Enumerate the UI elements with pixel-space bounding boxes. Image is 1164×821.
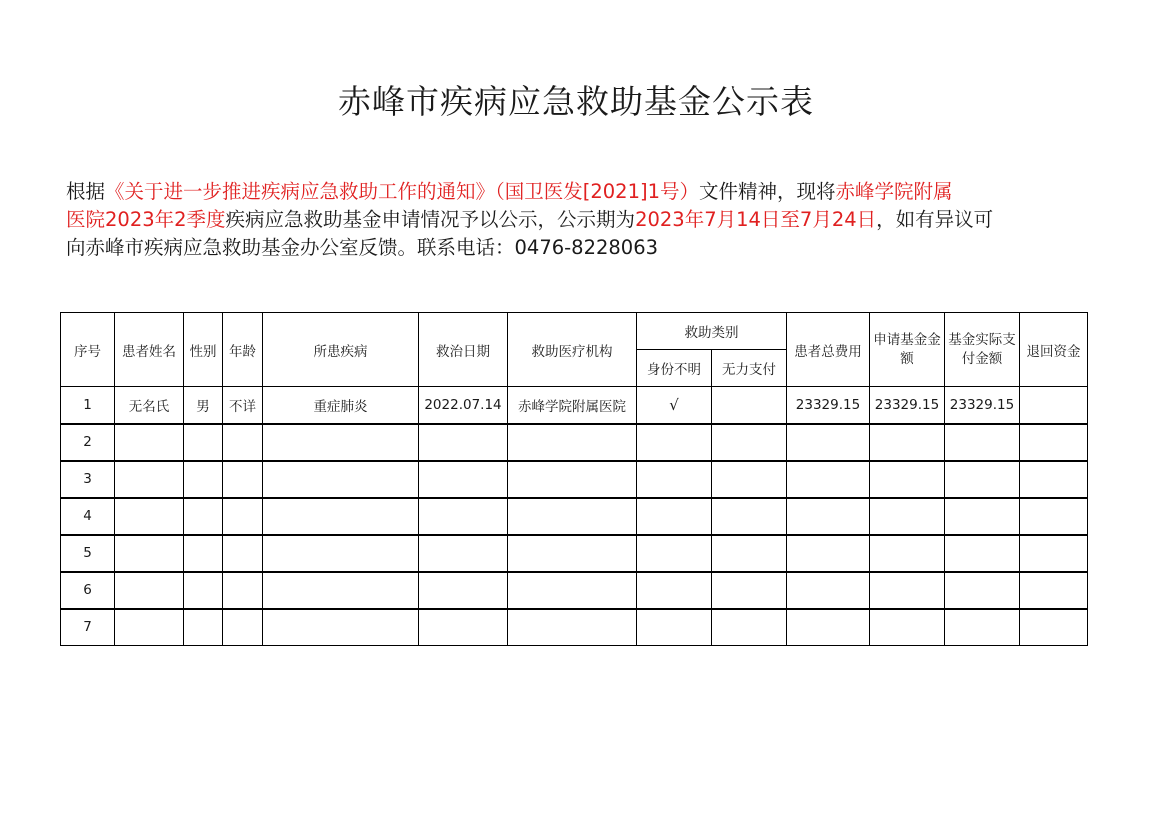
cell-disease bbox=[263, 535, 419, 572]
cell-institution bbox=[508, 535, 637, 572]
cell-date bbox=[419, 461, 508, 498]
cell-name bbox=[115, 609, 184, 646]
cell-actual-amount bbox=[945, 424, 1020, 461]
cell-total-cost bbox=[787, 535, 870, 572]
cell-cat-unable bbox=[712, 535, 787, 572]
cell-name: 无名氏 bbox=[115, 387, 184, 424]
cell-refund bbox=[1020, 572, 1088, 609]
cell-apply-amount bbox=[870, 535, 945, 572]
cell-refund bbox=[1020, 461, 1088, 498]
cell-disease bbox=[263, 498, 419, 535]
cell-gender bbox=[184, 498, 223, 535]
notice-text: ，如有异议可 bbox=[876, 208, 994, 231]
cell-institution bbox=[508, 572, 637, 609]
cell-age bbox=[223, 424, 263, 461]
cell-cat-unable bbox=[712, 461, 787, 498]
header-name: 患者姓名 bbox=[115, 313, 184, 387]
cell-cat-unknown bbox=[637, 498, 712, 535]
cell-age bbox=[223, 609, 263, 646]
cell-cat-unable bbox=[712, 609, 787, 646]
cell-actual-amount bbox=[945, 572, 1020, 609]
cell-seq: 5 bbox=[61, 535, 115, 572]
header-category-unable-to-pay: 无力支付 bbox=[712, 350, 787, 387]
cell-cat-unknown: √ bbox=[637, 387, 712, 424]
cell-date bbox=[419, 572, 508, 609]
header-institution: 救助医疗机构 bbox=[508, 313, 637, 387]
cell-gender: 男 bbox=[184, 387, 223, 424]
header-actual-amount: 基金实际支付金额 bbox=[945, 313, 1020, 387]
notice-hospital: 医院2023年2季度 bbox=[66, 208, 226, 231]
cell-apply-amount bbox=[870, 461, 945, 498]
header-category: 救助类别 bbox=[637, 313, 787, 350]
table-row bbox=[61, 572, 1088, 609]
cell-apply-amount bbox=[870, 609, 945, 646]
cell-seq: 3 bbox=[61, 461, 115, 498]
cell-refund bbox=[1020, 498, 1088, 535]
notice-text: 根据 bbox=[66, 180, 106, 203]
cell-cat-unknown bbox=[637, 461, 712, 498]
cell-name bbox=[115, 572, 184, 609]
cell-name bbox=[115, 498, 184, 535]
cell-total-cost bbox=[787, 498, 870, 535]
header-apply-amount: 申请基金金额 bbox=[870, 313, 945, 387]
cell-apply-amount bbox=[870, 572, 945, 609]
cell-institution: 赤峰学院附属医院 bbox=[508, 387, 637, 424]
cell-date: 2022.07.14 bbox=[419, 387, 508, 424]
cell-cat-unknown bbox=[637, 535, 712, 572]
cell-date bbox=[419, 535, 508, 572]
cell-refund bbox=[1020, 387, 1088, 424]
cell-cat-unable bbox=[712, 572, 787, 609]
fund-table bbox=[60, 312, 1088, 646]
cell-actual-amount: 23329.15 bbox=[945, 387, 1020, 424]
notice-hospital: 赤峰学院附属 bbox=[835, 180, 953, 203]
cell-gender bbox=[184, 609, 223, 646]
cell-institution bbox=[508, 424, 637, 461]
cell-refund bbox=[1020, 424, 1088, 461]
cell-institution bbox=[508, 461, 637, 498]
cell-total-cost bbox=[787, 609, 870, 646]
cell-name bbox=[115, 424, 184, 461]
cell-actual-amount bbox=[945, 609, 1020, 646]
cell-cat-unknown bbox=[637, 424, 712, 461]
header-date: 救治日期 bbox=[419, 313, 508, 387]
cell-gender bbox=[184, 572, 223, 609]
cell-gender bbox=[184, 461, 223, 498]
header-category-unknown-identity: 身份不明 bbox=[637, 350, 712, 387]
table-row bbox=[61, 535, 1088, 572]
cell-age bbox=[223, 572, 263, 609]
cell-seq: 7 bbox=[61, 609, 115, 646]
cell-actual-amount bbox=[945, 461, 1020, 498]
cell-institution bbox=[508, 609, 637, 646]
cell-seq: 4 bbox=[61, 498, 115, 535]
cell-disease: 重症肺炎 bbox=[263, 387, 419, 424]
cell-total-cost bbox=[787, 424, 870, 461]
cell-apply-amount bbox=[870, 498, 945, 535]
header-gender: 性别 bbox=[184, 313, 223, 387]
cell-seq: 2 bbox=[61, 424, 115, 461]
header-disease: 所患疾病 bbox=[263, 313, 419, 387]
notice-doc-reference: 《关于进一步推进疾病应急救助工作的通知》（国卫医发[2021]1号） bbox=[105, 180, 700, 203]
cell-name bbox=[115, 461, 184, 498]
notice-paragraph bbox=[66, 178, 1076, 262]
cell-date bbox=[419, 498, 508, 535]
cell-cat-unable bbox=[712, 424, 787, 461]
cell-cat-unknown bbox=[637, 572, 712, 609]
notice-text: 疾病应急救助基金申请情况予以公示，公示期为 bbox=[225, 208, 636, 231]
cell-apply-amount: 23329.15 bbox=[870, 387, 945, 424]
notice-contact: 向赤峰市疾病应急救助基金办公室反馈。联系电话：0476-8228063 bbox=[66, 236, 659, 259]
header-refund: 退回资金 bbox=[1020, 313, 1088, 387]
cell-disease bbox=[263, 609, 419, 646]
table-row bbox=[61, 461, 1088, 498]
cell-age: 不详 bbox=[223, 387, 263, 424]
cell-name bbox=[115, 535, 184, 572]
cell-disease bbox=[263, 572, 419, 609]
cell-disease bbox=[263, 461, 419, 498]
cell-age bbox=[223, 535, 263, 572]
cell-age bbox=[223, 498, 263, 535]
table-row bbox=[61, 424, 1088, 461]
cell-actual-amount bbox=[945, 498, 1020, 535]
cell-total-cost bbox=[787, 461, 870, 498]
page-title: 赤峰市疾病应急救助基金公示表 bbox=[338, 82, 814, 121]
header-total-cost: 患者总费用 bbox=[787, 313, 870, 387]
cell-refund bbox=[1020, 535, 1088, 572]
cell-date bbox=[419, 424, 508, 461]
cell-gender bbox=[184, 424, 223, 461]
cell-seq: 6 bbox=[61, 572, 115, 609]
table-row bbox=[61, 609, 1088, 646]
header-age: 年龄 bbox=[223, 313, 263, 387]
cell-cat-unknown bbox=[637, 609, 712, 646]
cell-gender bbox=[184, 535, 223, 572]
cell-total-cost: 23329.15 bbox=[787, 387, 870, 424]
cell-seq: 1 bbox=[61, 387, 115, 424]
cell-apply-amount bbox=[870, 424, 945, 461]
cell-disease bbox=[263, 424, 419, 461]
cell-age bbox=[223, 461, 263, 498]
notice-text: 文件精神，现将 bbox=[699, 180, 836, 203]
cell-institution bbox=[508, 498, 637, 535]
cell-actual-amount bbox=[945, 535, 1020, 572]
cell-refund bbox=[1020, 609, 1088, 646]
cell-date bbox=[419, 609, 508, 646]
cell-cat-unable bbox=[712, 498, 787, 535]
cell-total-cost bbox=[787, 572, 870, 609]
table-row bbox=[61, 387, 1088, 424]
cell-cat-unable bbox=[712, 387, 787, 424]
header-seq: 序号 bbox=[61, 313, 115, 387]
notice-period: 2023年7月14日至7月24日 bbox=[635, 208, 877, 231]
table-row bbox=[61, 498, 1088, 535]
